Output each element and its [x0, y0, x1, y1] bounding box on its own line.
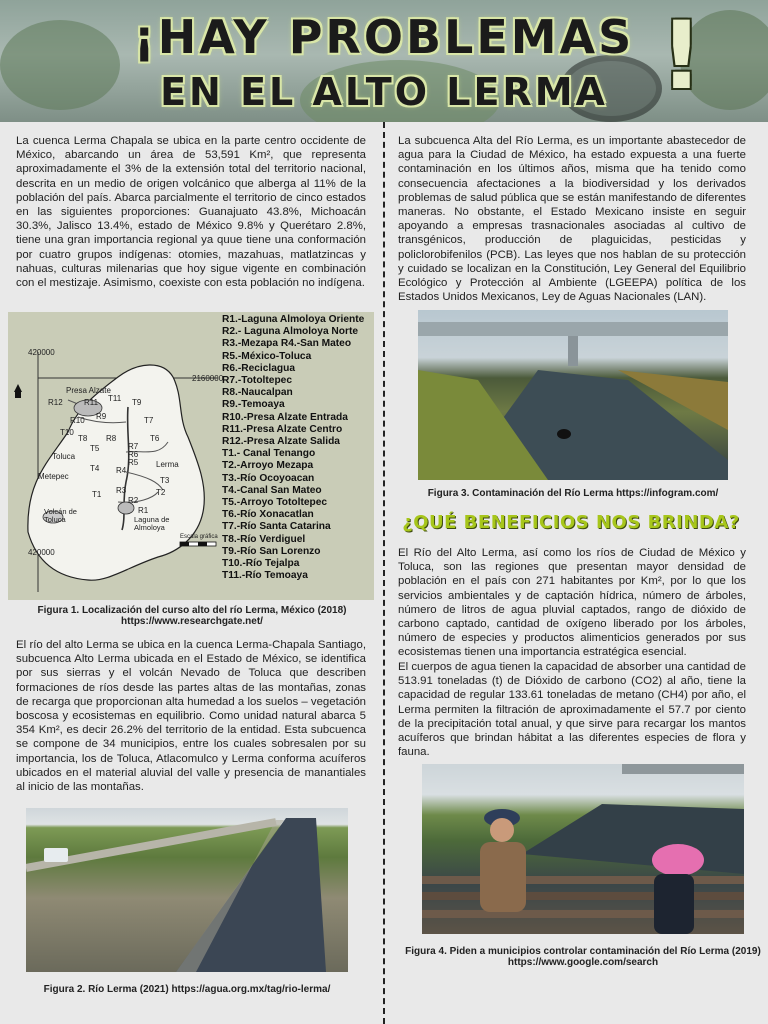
map-station-label: T1 [92, 490, 102, 499]
column-divider [383, 122, 385, 1024]
page-title-line1: ¡HAY PROBLEMAS [133, 10, 635, 64]
legend-item: R8.-Naucalpan [222, 387, 293, 399]
legend-item: T9.-Río San Lorenzo [222, 545, 321, 557]
map-place-laguna: Laguna de Almoloya [134, 515, 170, 532]
map-station-label: T3 [160, 476, 170, 485]
map-station-label: T8 [78, 434, 88, 443]
map-station-label: R3 [116, 486, 127, 495]
legend-item: R5.-México-Toluca [222, 350, 312, 362]
map-station-label: T2 [156, 488, 166, 497]
map-place-presa: Presa Alzate [66, 386, 111, 395]
map-place-toluca: Toluca [52, 452, 76, 461]
figure4-photo-bridge-people [422, 764, 744, 934]
map-coordinate-top: 420000 [28, 348, 55, 357]
map-station-label: T9 [132, 398, 142, 407]
map-station-label: R2 [128, 496, 139, 505]
figure1-caption-title: Figura 1. Localización del curso alto del río Lerma, México (2018) [37, 605, 347, 616]
map-station-label: T5 [90, 444, 100, 453]
map-place-volcan: Volcán de Toluca [44, 507, 77, 524]
legend-item: T2.-Arroyo Mezapa [222, 460, 314, 472]
intro-paragraph-right: La subcuenca Alta del Río Lerma, es un importante abastecedor de agua para la Ciudad de México, ha estado expuesta a una fuerte contaminación en los últimos años, misma que ha tenido como consecuencia afectaciones a la biodiversidad y los derivados problemas de salud pública que se están manifestando de diferentes maneras. No obstante, el Estado Mexicano insiste en seguir apoyando a empresas trasnacionales asociadas al cultivo de transgénicos, producción de plaguicidas, pesticidas y policlorobifenilos (PCB). Las leyes que nos hablan de su protección y cuidado se localizan en la Constitución, Ley General del Equilibrio Ecológico y Protección al Ambiente (LGEEPA) política de los Estados Unidos Mexicanos, Ley de Aguas Nacionales (LAN). [398, 135, 746, 304]
canal-illustration [26, 808, 348, 972]
legend-item: T10.-Río Tejalpa [222, 558, 300, 570]
legend-item: T11.-Río Temoaya [222, 570, 308, 582]
legend-item: R2.- Laguna Almoloya Norte [222, 326, 359, 338]
figure1-map [8, 312, 374, 600]
intro-paragraph-left: La cuenca Lerma Chapala se ubica en la parte centro occidente de México, abarcando un área de 53,591 Km², que representa aproximadamente el 3% de la extensión total del territorio nacional, descrita en un medio de origen volcánico que alberga al 11% de la población del país. Abarca parcialmente el territorio de cinco estados en las siguientes proporciones: Guanajuato 43.8%, Michoacán 30.3%, Jalisco 13.4%, estado de México 9.8% y Querétaro 2.8%, tiene una gran importancia regional ya quue tiene una conformación por cuatro grupos indígenas: otomies, mazahuas, matlatzincas y nahuas, culturas milenarias que hoy sigue vigente en combinación con el mestizaje. Asimismo, coexiste con esta población no indígena. [16, 135, 366, 290]
figure1-caption-url: https://www.researchgate.net/ [121, 616, 263, 627]
map-coordinate-right: 2160000 [192, 374, 224, 383]
figure1-caption [8, 605, 376, 627]
map-scale-label: Escala gráfica [180, 534, 218, 540]
legend-item: R3.-Mezapa R4.-San Mateo [222, 338, 352, 350]
bridge-people-illustration [422, 764, 744, 934]
map-station-label: T10 [60, 428, 74, 437]
paragraph-alto-lerma: El río del alto Lerma se ubica en la cuenca Lerma-Chapala Santiago, subcuenca Alto Lerma ubicada en el Estado de México, se identifica por sus sierras y el volcán Nevado de Toluca que describen formaciones de ríos desde las partes altas de las montañas, zonas de recarga que proporcionan alta humedad a los suelos – vegetación boscosa y ecosistemas en equilibrio. Como unidad natural abarca 5 354 Km², es decir 26.2% del territorio de la entidad. Esta subcuenca se compone de 34 municipios, entre los cuales sobresalen por su importancia, los de Toluca, Atlacomulco y Lerma conforma acuíferos ubicados en el material aluvial del valle y presencia de manantiales al inicio de las montañas. [16, 639, 366, 794]
map-station-label: R8 [106, 434, 117, 443]
closing-exclamation-mark: ! [660, 2, 703, 111]
map-station-label: R1 [138, 506, 149, 515]
map-station-label: T11 [108, 394, 122, 403]
legend-item: R7.-Totoltepec [222, 375, 292, 387]
map-place-lerma: Lerma [156, 460, 179, 469]
legend-item: R12.-Presa Alzate Salida [222, 436, 340, 448]
figure4-caption-title: Figura 4. Piden a municipios controlar contaminación del Río Lerma (2019) [405, 946, 761, 957]
figure2-caption: Figura 2. Río Lerma (2021) https://agua.org.mx/tag/rio-lerma/ [43, 984, 331, 995]
map-station-label: R12 [48, 398, 63, 407]
figure4-caption-url: https://www.google.com/search [507, 957, 659, 968]
figure2-photo-river-canal [26, 808, 348, 972]
map-legend [222, 314, 364, 582]
legend-item: R6.-Reciclagua [222, 362, 296, 374]
legend-item: R11.-Presa Alzate Centro [222, 423, 343, 435]
figure4-caption [400, 946, 766, 968]
benefits-heading: ¿QUÉ BENEFICIOS NOS BRINDA? [402, 512, 740, 533]
map-station-label: R4 [116, 466, 127, 475]
paragraph-benefits: El Río del Alto Lerma, así como los ríos de Ciudad de México y Toluca, son las regiones que presentan mayor densidad de población en el país con 271 habitantes por Km², por lo que los servicios ambientales y de captación hídrica, número de árboles, número de litros de agua pluvial captados, rango de dióxido de carbono captado, cantidad de oxígeno liberado por los árboles, número de especies y productos alimenticios generados por sus ecosistemas tienen una importancia estratégica esencial. [398, 547, 746, 659]
header-banner [0, 0, 768, 122]
map-station-label: R5 [128, 458, 139, 467]
map-station-label: R6 [128, 450, 139, 459]
figure3-photo-contaminated-river [418, 310, 728, 480]
map-station-label: R11 [84, 398, 99, 407]
map-station-label: T4 [90, 464, 100, 473]
legend-item: T3.-Río Ocoyoacan [222, 472, 315, 484]
legend-item: T8.-Río Verdiguel [222, 533, 306, 545]
legend-item: T5.-Arroyo Totoltepec [222, 497, 328, 509]
legend-item: R10.-Presa Alzate Entrada [222, 411, 348, 423]
map-coordinate-bottom: 420000 [28, 548, 55, 557]
page-title-line2: EN EL ALTO LERMA [160, 70, 608, 114]
map-station-label: R10 [70, 416, 85, 425]
legend-item: R9.-Temoaya [222, 399, 285, 411]
legend-item: T4.-Canal San Mateo [222, 484, 322, 496]
figure3-caption: Figura 3. Contaminación del Río Lerma https://infogram.com/ [427, 488, 719, 499]
contaminated-river-illustration [418, 310, 728, 480]
legend-item: R1.-Laguna Almoloya Oriente [222, 314, 365, 325]
map-station-label: R9 [96, 412, 107, 421]
legend-item: T1.- Canal Tenango [222, 448, 316, 460]
map-station-label: R7 [128, 442, 139, 451]
map-place-metepec: Metepec [38, 472, 69, 481]
paragraph-capacity: El cuerpos de agua tienen la capacidad de absorber una cantidad de 513.91 toneladas (t) de Dióxido de carbono (CO2) al año, tiene la capacidad de regular 133.61 toneladas de metano (CH4) por año, el Lerma permiten la filtración de aproximadamente el 57.7 por ciento de la precipitación total anual, y que sirve para recargar los mantos acuíferos que brindan hábitat a las diferentes especies de flora y fauna. [398, 661, 746, 759]
map-station-label: T6 [150, 434, 160, 443]
legend-item: T6.-Río Xonacatlan [222, 509, 314, 521]
map-station-label: T7 [144, 416, 154, 425]
legend-item: T7.-Río Santa Catarina [222, 521, 331, 533]
